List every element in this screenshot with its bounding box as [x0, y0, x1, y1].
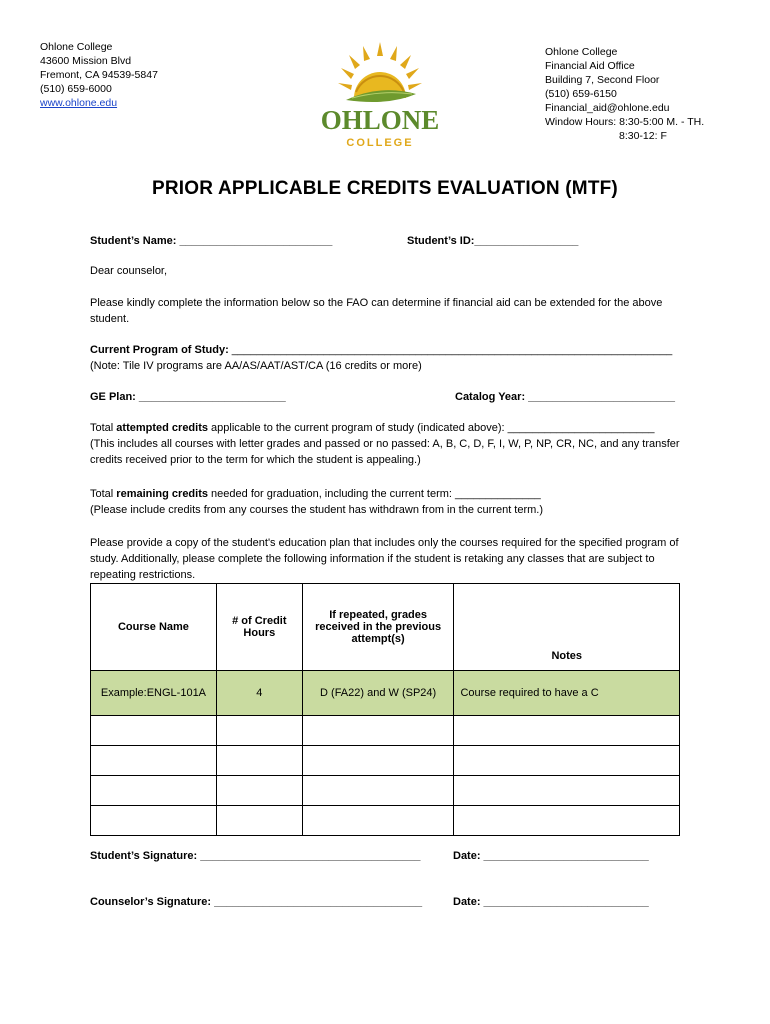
table-cell[interactable] — [91, 806, 217, 836]
table-cell[interactable] — [302, 776, 454, 806]
table-cell[interactable] — [454, 776, 680, 806]
table-example-row — [91, 671, 680, 716]
page-title: PRIOR APPLICABLE CREDITS EVALUATION (MTF) — [152, 178, 618, 199]
example-credits: 4 — [216, 671, 302, 716]
table-cell[interactable] — [302, 806, 454, 836]
office-phone: (510) 659-6150 — [545, 88, 617, 100]
counselor-signature-field[interactable]: Counselor’s Signature: __________________________________ — [90, 896, 423, 908]
remaining-credits — [90, 486, 680, 518]
header-credit-hours: # of Credit Hours — [216, 584, 302, 671]
table-row[interactable] — [91, 806, 680, 836]
remaining-note: (Please include credits from any courses the student has withdrawn from in the current term.) — [90, 504, 544, 516]
education-plan-paragraph: Please provide a copy of the student's education plan that includes only the courses required for the specified program of study. Additionally, please complete the following information if the student is retaking any classes that are subject to repeating restrictions. — [90, 537, 679, 581]
ohlone-logo — [308, 40, 453, 152]
college-phone: (510) 659-6000 — [40, 83, 112, 95]
program-input-line[interactable]: ________________________________________________________________________ — [228, 344, 673, 356]
remaining-input-line[interactable]: needed for graduation, including the current term: ______________ — [208, 488, 541, 500]
college-city: Fremont, CA 94539-5847 — [40, 69, 158, 81]
header-notes: Notes — [454, 584, 680, 671]
table-cell[interactable] — [216, 716, 302, 746]
office-address — [545, 45, 704, 143]
college-name: Ohlone College — [40, 41, 113, 53]
table-row[interactable] — [91, 776, 680, 806]
student-id-field[interactable]: Student’s ID:_________________ — [407, 235, 579, 247]
attempted-prefix: Total — [90, 422, 117, 434]
sun-leaf-icon — [308, 40, 453, 152]
college-website-link[interactable]: www.ohlone.edu — [40, 97, 118, 109]
table-row[interactable] — [91, 716, 680, 746]
table-cell[interactable] — [216, 776, 302, 806]
attempted-bold: attempted credits — [116, 422, 208, 434]
table-cell[interactable] — [302, 716, 454, 746]
attempted-note: (This includes all courses with letter grades and passed or no passed: A, B, C, D, F, I, W, P, NP, CR, NC, and any transfer credits received prior to the term for which the student is appealing.) — [90, 438, 680, 466]
office-hours-friday: 8:30-12: F — [619, 130, 667, 142]
college-street: 43600 Mission Blvd — [40, 55, 132, 67]
catalog-year-field[interactable]: Catalog Year: ________________________ — [455, 391, 675, 403]
table-cell[interactable] — [454, 716, 680, 746]
table-cell[interactable] — [454, 806, 680, 836]
office-hours: Window Hours: 8:30-5:00 M. - TH. — [545, 116, 705, 128]
attempted-credits — [90, 420, 680, 468]
table-cell[interactable] — [91, 746, 217, 776]
table-cell[interactable] — [91, 776, 217, 806]
table-cell[interactable] — [302, 746, 454, 776]
table-row[interactable] — [91, 746, 680, 776]
example-grades: D (FA22) and W (SP24) — [302, 671, 454, 716]
office-email: Financial_aid@ohlone.edu — [545, 102, 670, 114]
remaining-prefix: Total — [90, 488, 117, 500]
office-dept: Financial Aid Office — [545, 60, 635, 72]
remaining-bold: remaining credits — [116, 488, 208, 500]
college-address — [40, 40, 158, 110]
counselor-date-field[interactable]: Date: ___________________________ — [453, 896, 649, 908]
example-course: Example:ENGL-101A — [91, 671, 217, 716]
attempted-input-line[interactable]: applicable to the current program of study (indicated above): ________________________ — [208, 422, 655, 434]
program-of-study — [90, 342, 690, 374]
program-note: (Note: Tile IV programs are AA/AS/AAT/AST/CA (16 credits or more) — [90, 360, 422, 372]
student-signature-field[interactable]: Student’s Signature: ____________________________________ — [90, 850, 421, 862]
header-course-name: Course Name — [91, 584, 217, 671]
office-name: Ohlone College — [545, 46, 618, 58]
table-header-row — [91, 584, 680, 671]
table-cell[interactable] — [454, 746, 680, 776]
table-cell[interactable] — [216, 806, 302, 836]
student-date-field[interactable]: Date: ___________________________ — [453, 850, 649, 862]
ge-plan-field[interactable]: GE Plan: ________________________ — [90, 391, 286, 403]
repeat-courses-table — [90, 583, 680, 836]
student-name-field[interactable]: Student’s Name: _________________________ — [90, 235, 333, 247]
intro-paragraph: Please kindly complete the information below so the FAO can determine if financial aid can be extended for the above student. — [90, 297, 663, 325]
header-previous-grades: If repeated, grades received in the previous attempt(s) — [302, 584, 454, 671]
greeting: Dear counselor, — [90, 265, 168, 277]
example-notes: Course required to have a C — [454, 671, 680, 716]
logo-subtitle: COLLEGE — [346, 137, 414, 149]
table-cell[interactable] — [216, 746, 302, 776]
table-cell[interactable] — [91, 716, 217, 746]
logo-wordmark: OHLONE — [320, 105, 440, 135]
program-label: Current Program of Study: — [90, 344, 229, 356]
office-building: Building 7, Second Floor — [545, 74, 660, 86]
